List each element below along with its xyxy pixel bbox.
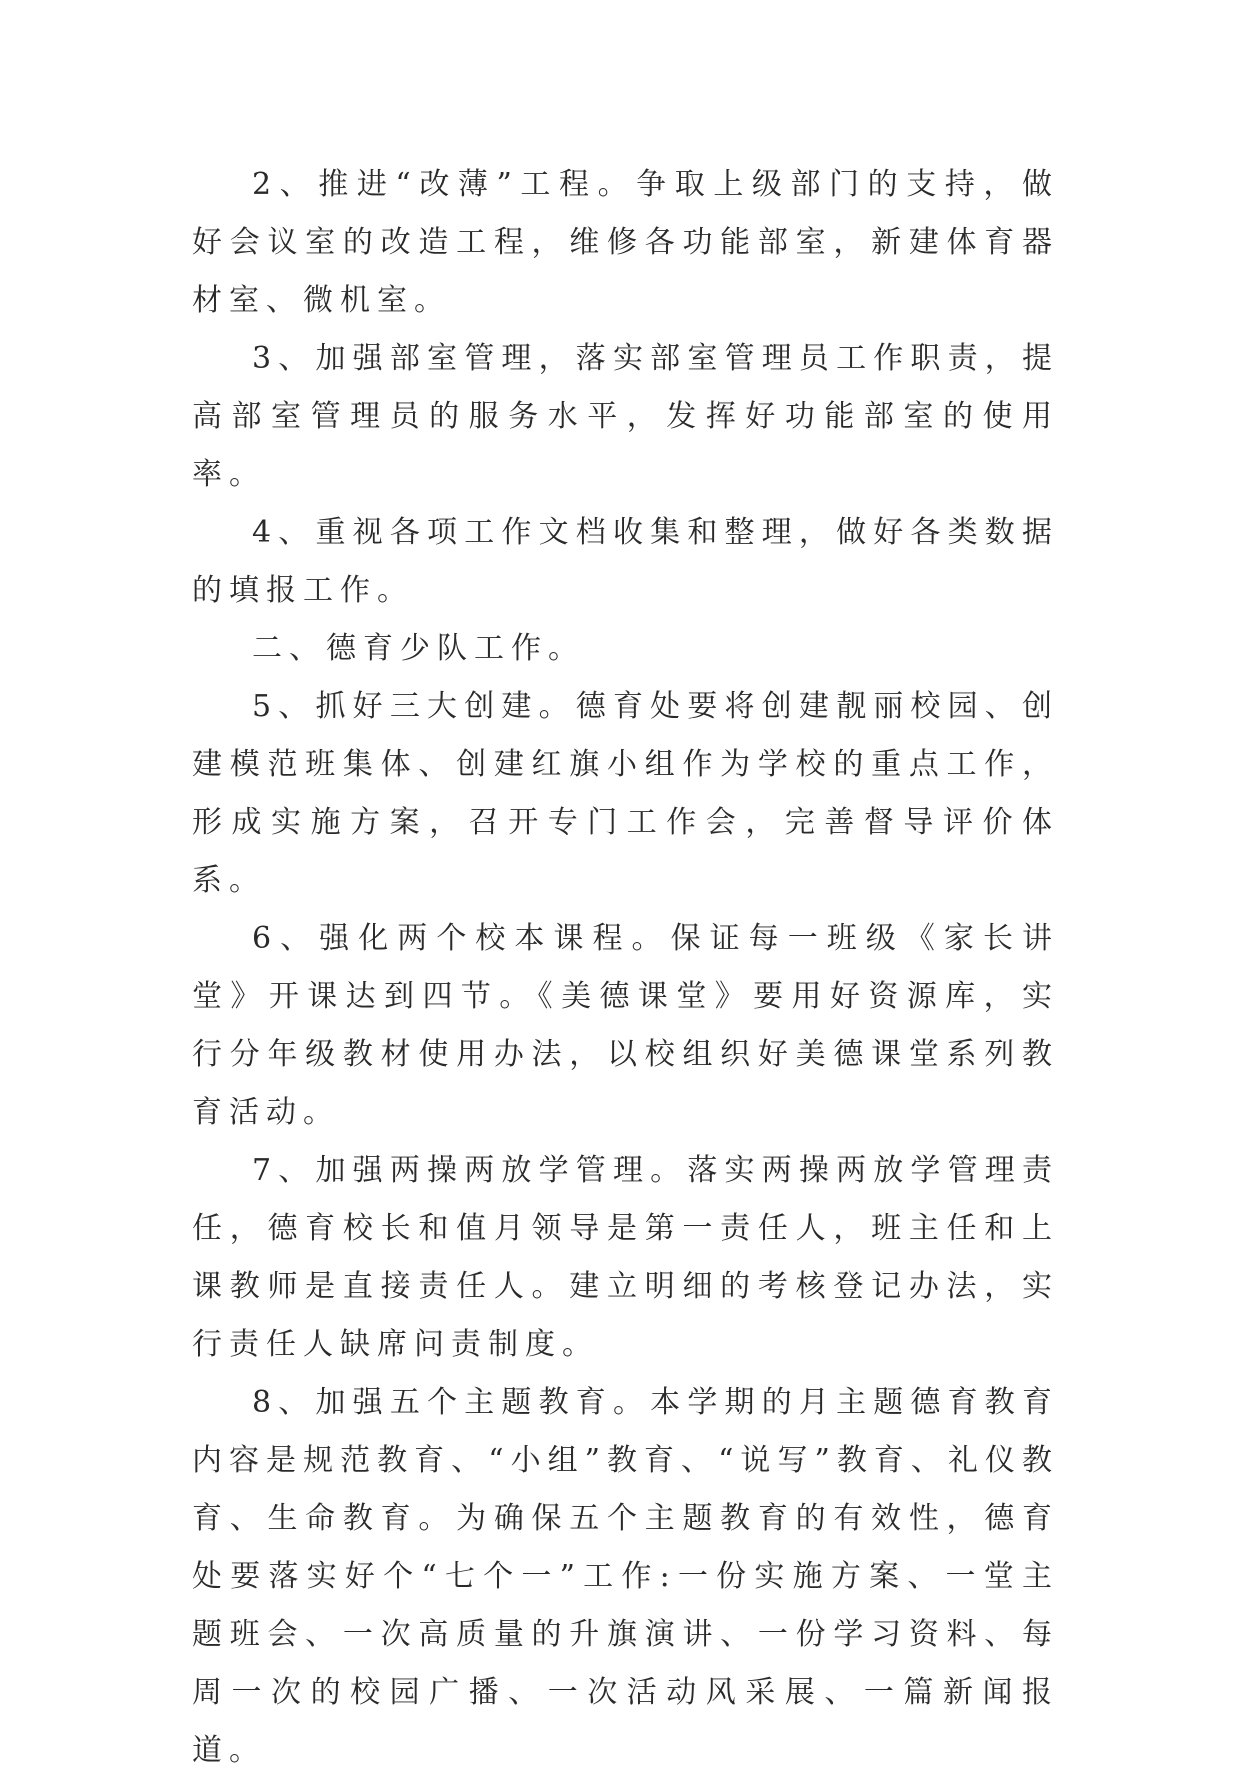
document-body (192, 156, 1059, 1780)
paragraph-item-7: 7、加强两操两放学管理。落实两操两放学管理责任，德育校长和值月领导是第一责任人，班主任和上课教师是直接责任人。建立明细的考核登记办法，实行责任人缺席问责制度。 (192, 1153, 1059, 1362)
paragraph-item-6: 6、强化两个校本课程。保证每一班级《家长讲堂》开课达到四节。《美德课堂》要用好资源库，实行分年级教材使用办法，以校组织好美德课堂系列教育活动。 (192, 921, 1059, 1130)
paragraph-item-3: 3、加强部室管理，落实部室管理员工作职责，提高部室管理员的服务水平，发挥好功能部室的使用率。 (192, 341, 1059, 492)
section-heading-moral-education: 二、德育少队工作。 (252, 631, 585, 666)
paragraph-item-8: 8、加强五个主题教育。本学期的月主题德育教育内容是规范教育、“小组”教育、“说写”教育、礼仪教育、生命教育。为确保五个主题教育的有效性，德育处要落实好个“七个一”工作:一份实施方案、一堂主题班会、一次高质量的升旗演讲、一份学习资料、每周一次的校园广播、一次活动风采展、一篇新闻报道。 (192, 1385, 1059, 1768)
paragraph-item-2: 2、推进“改薄”工程。争取上级部门的支持，做好会议室的改造工程，维修各功能部室，新建体育器材室、微机室。 (192, 167, 1059, 318)
paragraph-item-5: 5、抓好三大创建。德育处要将创建靓丽校园、创建模范班集体、创建红旗小组作为学校的重点工作，形成实施方案，召开专门工作会，完善督导评价体系。 (192, 689, 1059, 898)
paragraph-item-4: 4、重视各项工作文档收集和整理，做好各类数据的填报工作。 (192, 515, 1059, 608)
